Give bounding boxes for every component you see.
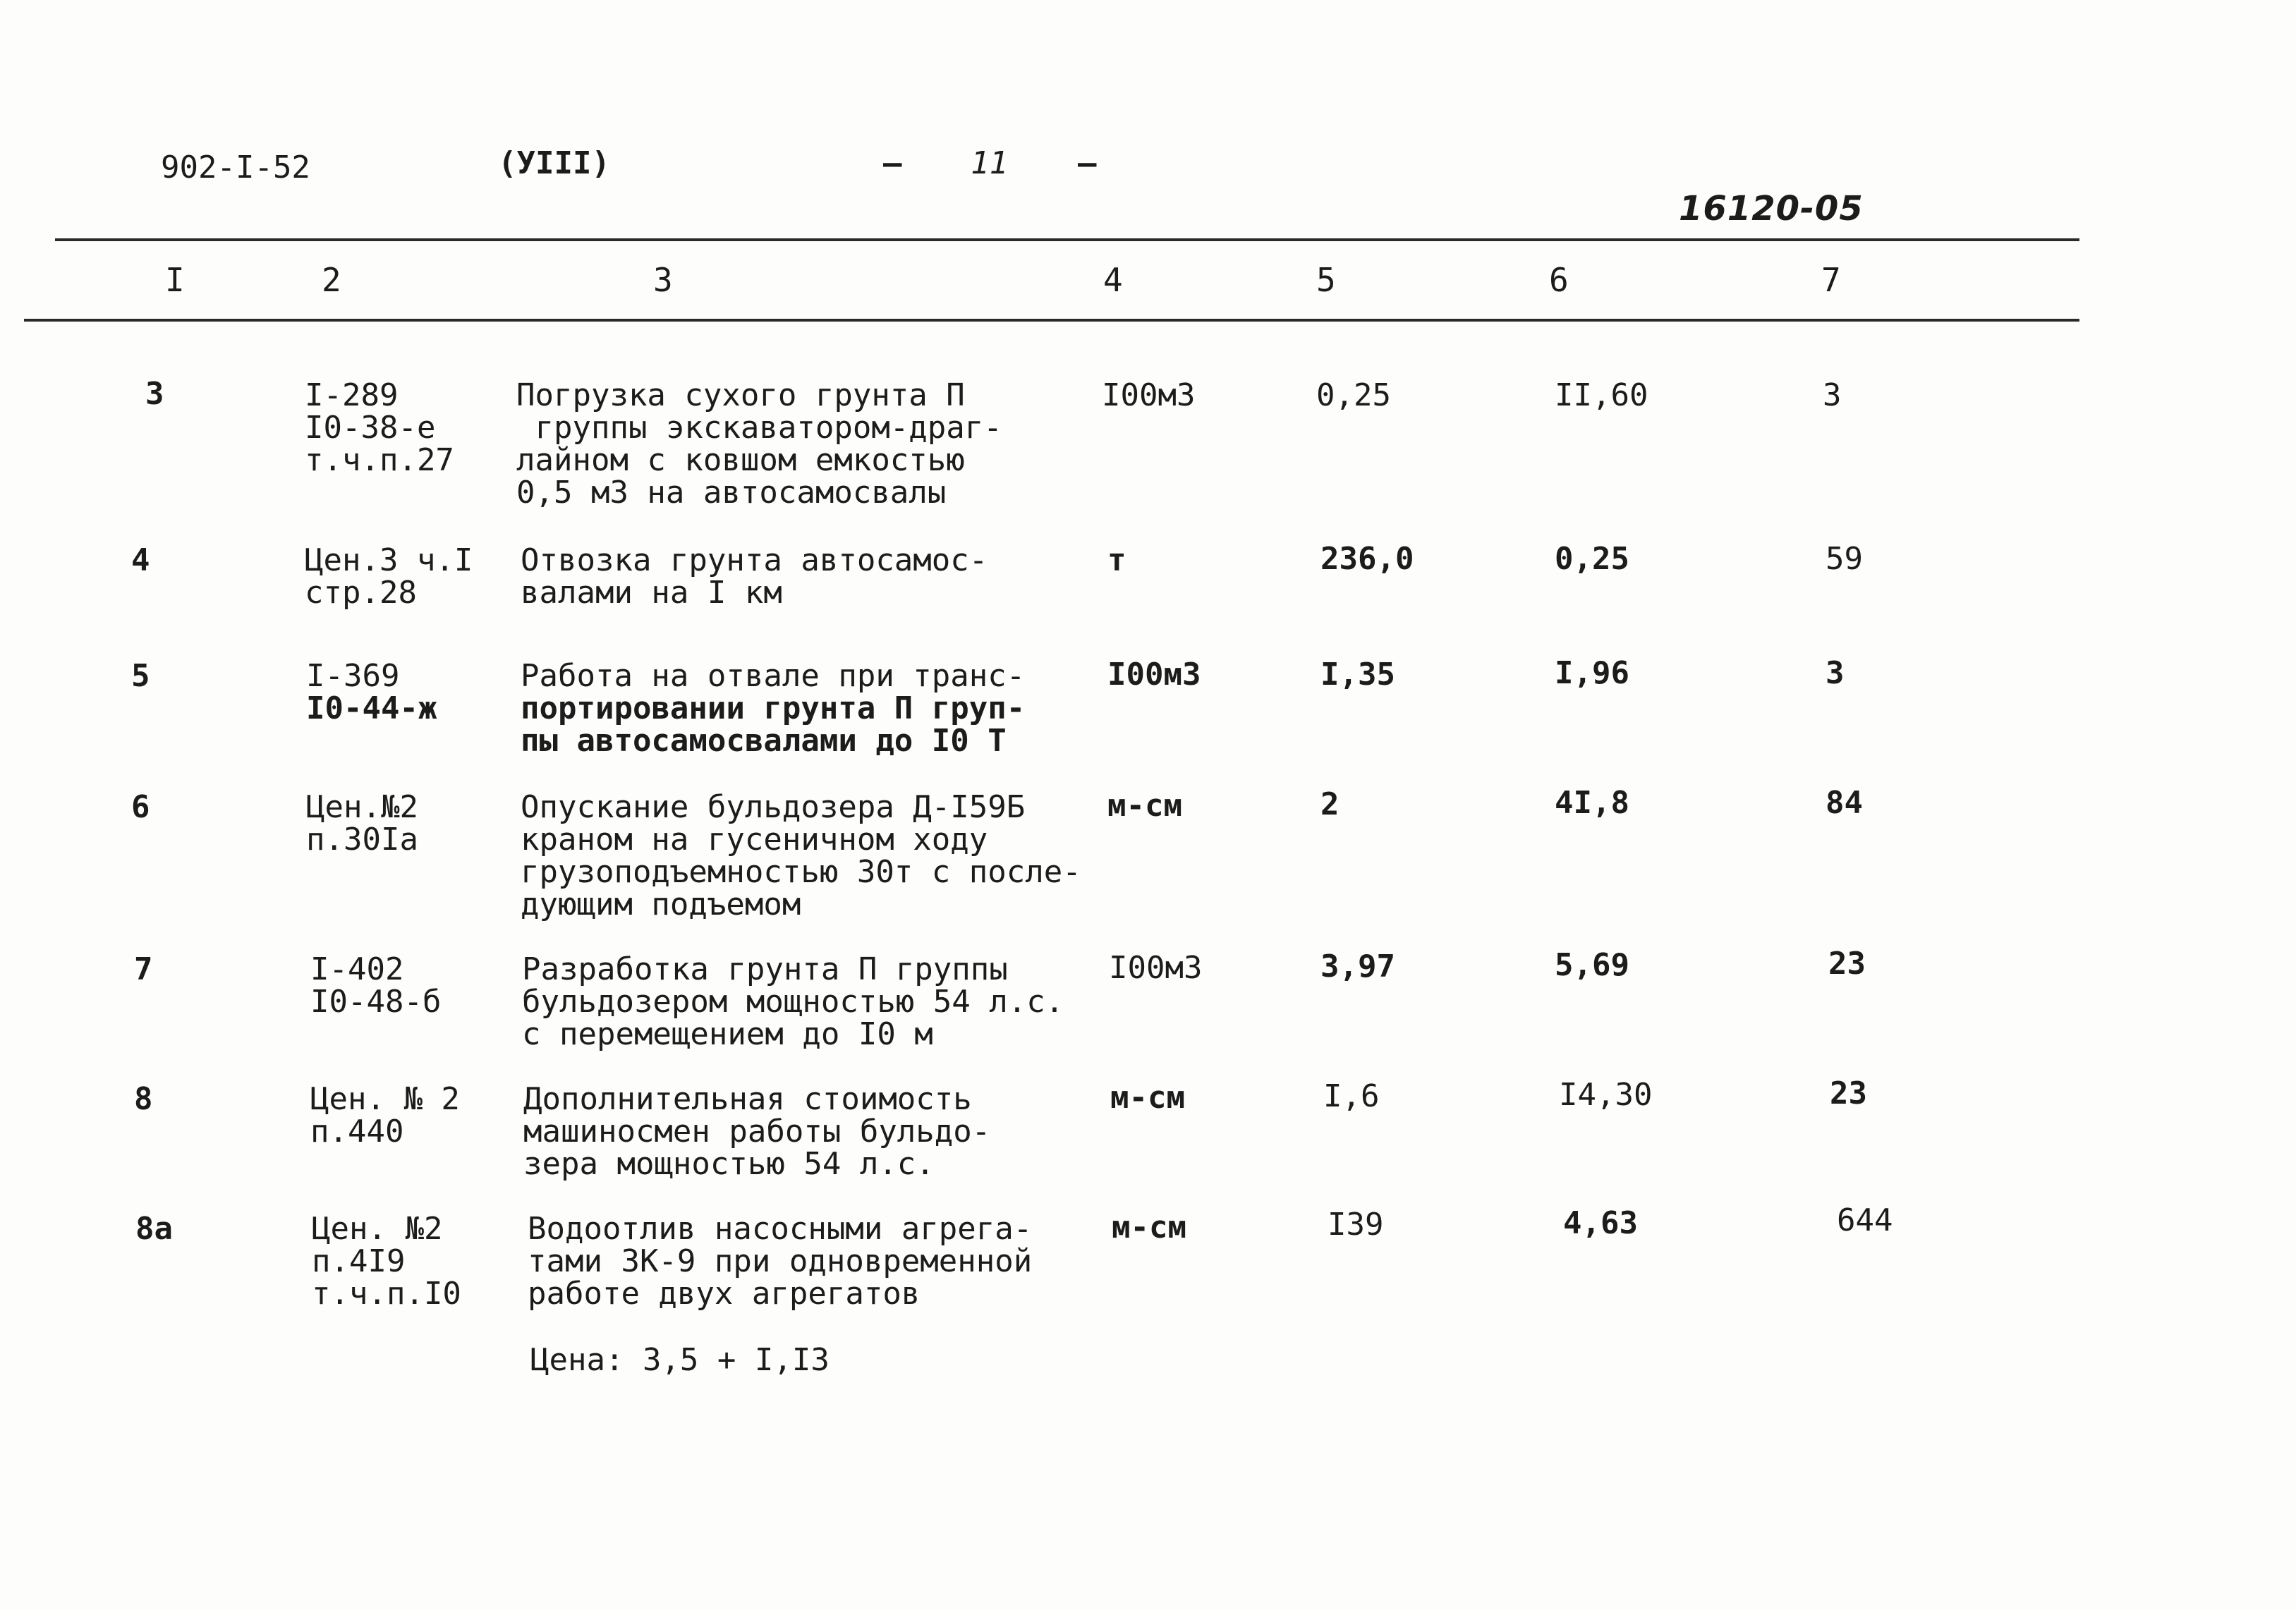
row-number: 4 — [131, 542, 150, 578]
description-line: Работа на отвале при транс- — [521, 658, 1026, 694]
row-price: 4,63 — [1563, 1205, 1638, 1241]
row-total: 3 — [1823, 377, 1842, 413]
row-reference — [306, 791, 418, 856]
description-line: машиносмен работы бульдо- — [523, 1114, 991, 1149]
row-unit: м-см — [1107, 788, 1182, 824]
description-line: работе двух агрегатов — [528, 1276, 921, 1312]
row-reference — [305, 379, 454, 477]
reference-line: I-369 — [306, 658, 400, 694]
row-reference — [312, 1213, 461, 1310]
description-line: краном на гусеничном ходу — [521, 822, 988, 858]
reference-line: п.30Iа — [306, 822, 418, 858]
description-line: портировании грунта П груп- — [521, 690, 1026, 726]
description-line: дующим подъемом — [521, 886, 801, 922]
row-description — [528, 1213, 1032, 1310]
row-number: 5 — [131, 658, 150, 694]
row-reference — [310, 953, 441, 1018]
column-header-2: 2 — [322, 261, 341, 299]
column-header-1: I — [165, 261, 185, 299]
doc-code: 902-I-52 — [161, 150, 310, 185]
row-total: 84 — [1826, 785, 1863, 821]
reference-line: Цен. № 2 — [310, 1081, 460, 1117]
row-total: 59 — [1826, 541, 1863, 577]
description-line: Погрузка сухого грунта П — [516, 377, 965, 413]
row-unit: I00м3 — [1107, 657, 1201, 693]
row-description — [521, 544, 988, 609]
row-total: 644 — [1837, 1202, 1893, 1238]
description-line: 0,5 м3 на автосамосвалы — [516, 475, 947, 511]
description-line: пы автосамосвалами до I0 Т — [521, 723, 1007, 759]
row-total: 23 — [1830, 1075, 1867, 1111]
reference-line: Цен.№2 — [306, 789, 418, 825]
reference-line: I0-44-ж — [306, 690, 437, 726]
row-quantity: I39 — [1328, 1207, 1384, 1243]
row-number: 7 — [134, 951, 153, 987]
column-header-3: 3 — [653, 261, 673, 299]
row-quantity: 2 — [1320, 786, 1340, 822]
row-total: 3 — [1826, 655, 1845, 691]
description-line: Дополнительная стоимость — [523, 1081, 972, 1117]
row-price: 0,25 — [1555, 541, 1629, 577]
reference-line: т.ч.п.27 — [305, 442, 454, 478]
row-price: 5,69 — [1555, 947, 1629, 983]
row-unit: м-см — [1110, 1080, 1185, 1116]
row-quantity: 236,0 — [1320, 541, 1414, 577]
description-line: лайном с ковшом емкостью — [516, 442, 965, 478]
reference-line: I-402 — [310, 951, 404, 987]
description-line: грузоподъемностью 30т с после- — [521, 854, 1081, 890]
row-description — [516, 379, 1002, 509]
row-unit: т — [1107, 542, 1126, 578]
row-price: 4I,8 — [1555, 785, 1629, 821]
row-price: I,96 — [1555, 655, 1629, 691]
row-price: I4,30 — [1559, 1077, 1653, 1113]
description-line: Разработка грунта П группы — [522, 951, 1008, 987]
row-description — [521, 791, 1081, 921]
description-line: тами ЗК-9 при одновременной — [528, 1243, 1033, 1279]
reference-line: Цен.3 ч.I — [305, 542, 473, 578]
column-header-5: 5 — [1316, 261, 1336, 299]
row-unit: м-см — [1112, 1209, 1186, 1245]
row-quantity: 0,25 — [1316, 377, 1391, 413]
reference-line: п.440 — [310, 1114, 404, 1149]
row-description — [521, 660, 1025, 757]
row-quantity: 3,97 — [1320, 949, 1395, 984]
description-line: валами на I км — [521, 575, 782, 611]
row-unit: I00м3 — [1102, 377, 1196, 413]
description-line: с перемещением до I0 м — [522, 1016, 933, 1052]
reference-line: т.ч.п.I0 — [312, 1276, 461, 1312]
column-header-4: 4 — [1103, 261, 1123, 299]
price-footnote: Цена: 3,5 + I,I3 — [530, 1342, 830, 1378]
row-reference — [310, 1083, 460, 1148]
row-description — [522, 953, 1064, 1051]
page-number: 11 — [971, 145, 1008, 181]
description-line: Опускание бульдозера Д-I59Б — [521, 789, 1026, 825]
row-number: 8 — [134, 1081, 153, 1117]
row-quantity: I,6 — [1323, 1078, 1380, 1114]
column-header-7: 7 — [1821, 261, 1841, 299]
row-number: 6 — [131, 789, 150, 825]
column-header-6: 6 — [1549, 261, 1569, 299]
description-line: бульдозером мощностью 54 л.с. — [522, 984, 1064, 1020]
reference-line: стр.28 — [305, 575, 417, 611]
row-price: II,60 — [1555, 377, 1648, 413]
row-total: 23 — [1828, 946, 1866, 982]
page-dash-right: – — [1078, 145, 1097, 181]
reference-line: п.4I9 — [312, 1243, 406, 1279]
row-quantity: I,35 — [1320, 657, 1395, 693]
row-unit: I00м3 — [1109, 950, 1203, 986]
header-bottom-rule — [24, 319, 2079, 322]
table-top-rule — [55, 238, 2079, 241]
description-line: группы экскаватором-драг- — [516, 410, 1002, 446]
row-number: 3 — [145, 376, 164, 412]
description-line: Отвозка грунта автосамос- — [521, 542, 988, 578]
row-reference — [305, 544, 473, 609]
reference-line: I0-38-е — [305, 410, 436, 446]
row-description — [523, 1083, 990, 1181]
row-number: 8а — [135, 1211, 173, 1247]
description-line: Водоотлив насосными агрега- — [528, 1211, 1033, 1247]
description-line: зера мощностью 54 л.с. — [523, 1146, 935, 1182]
page-dash-left: – — [883, 145, 902, 181]
sheet-code: 16120-05 — [1679, 189, 1864, 228]
reference-line: Цен. №2 — [312, 1211, 443, 1247]
reference-line: I0-48-б — [310, 984, 442, 1020]
reference-line: I-289 — [305, 377, 399, 413]
row-reference — [306, 660, 437, 725]
section-code: (УIII) — [498, 145, 610, 181]
